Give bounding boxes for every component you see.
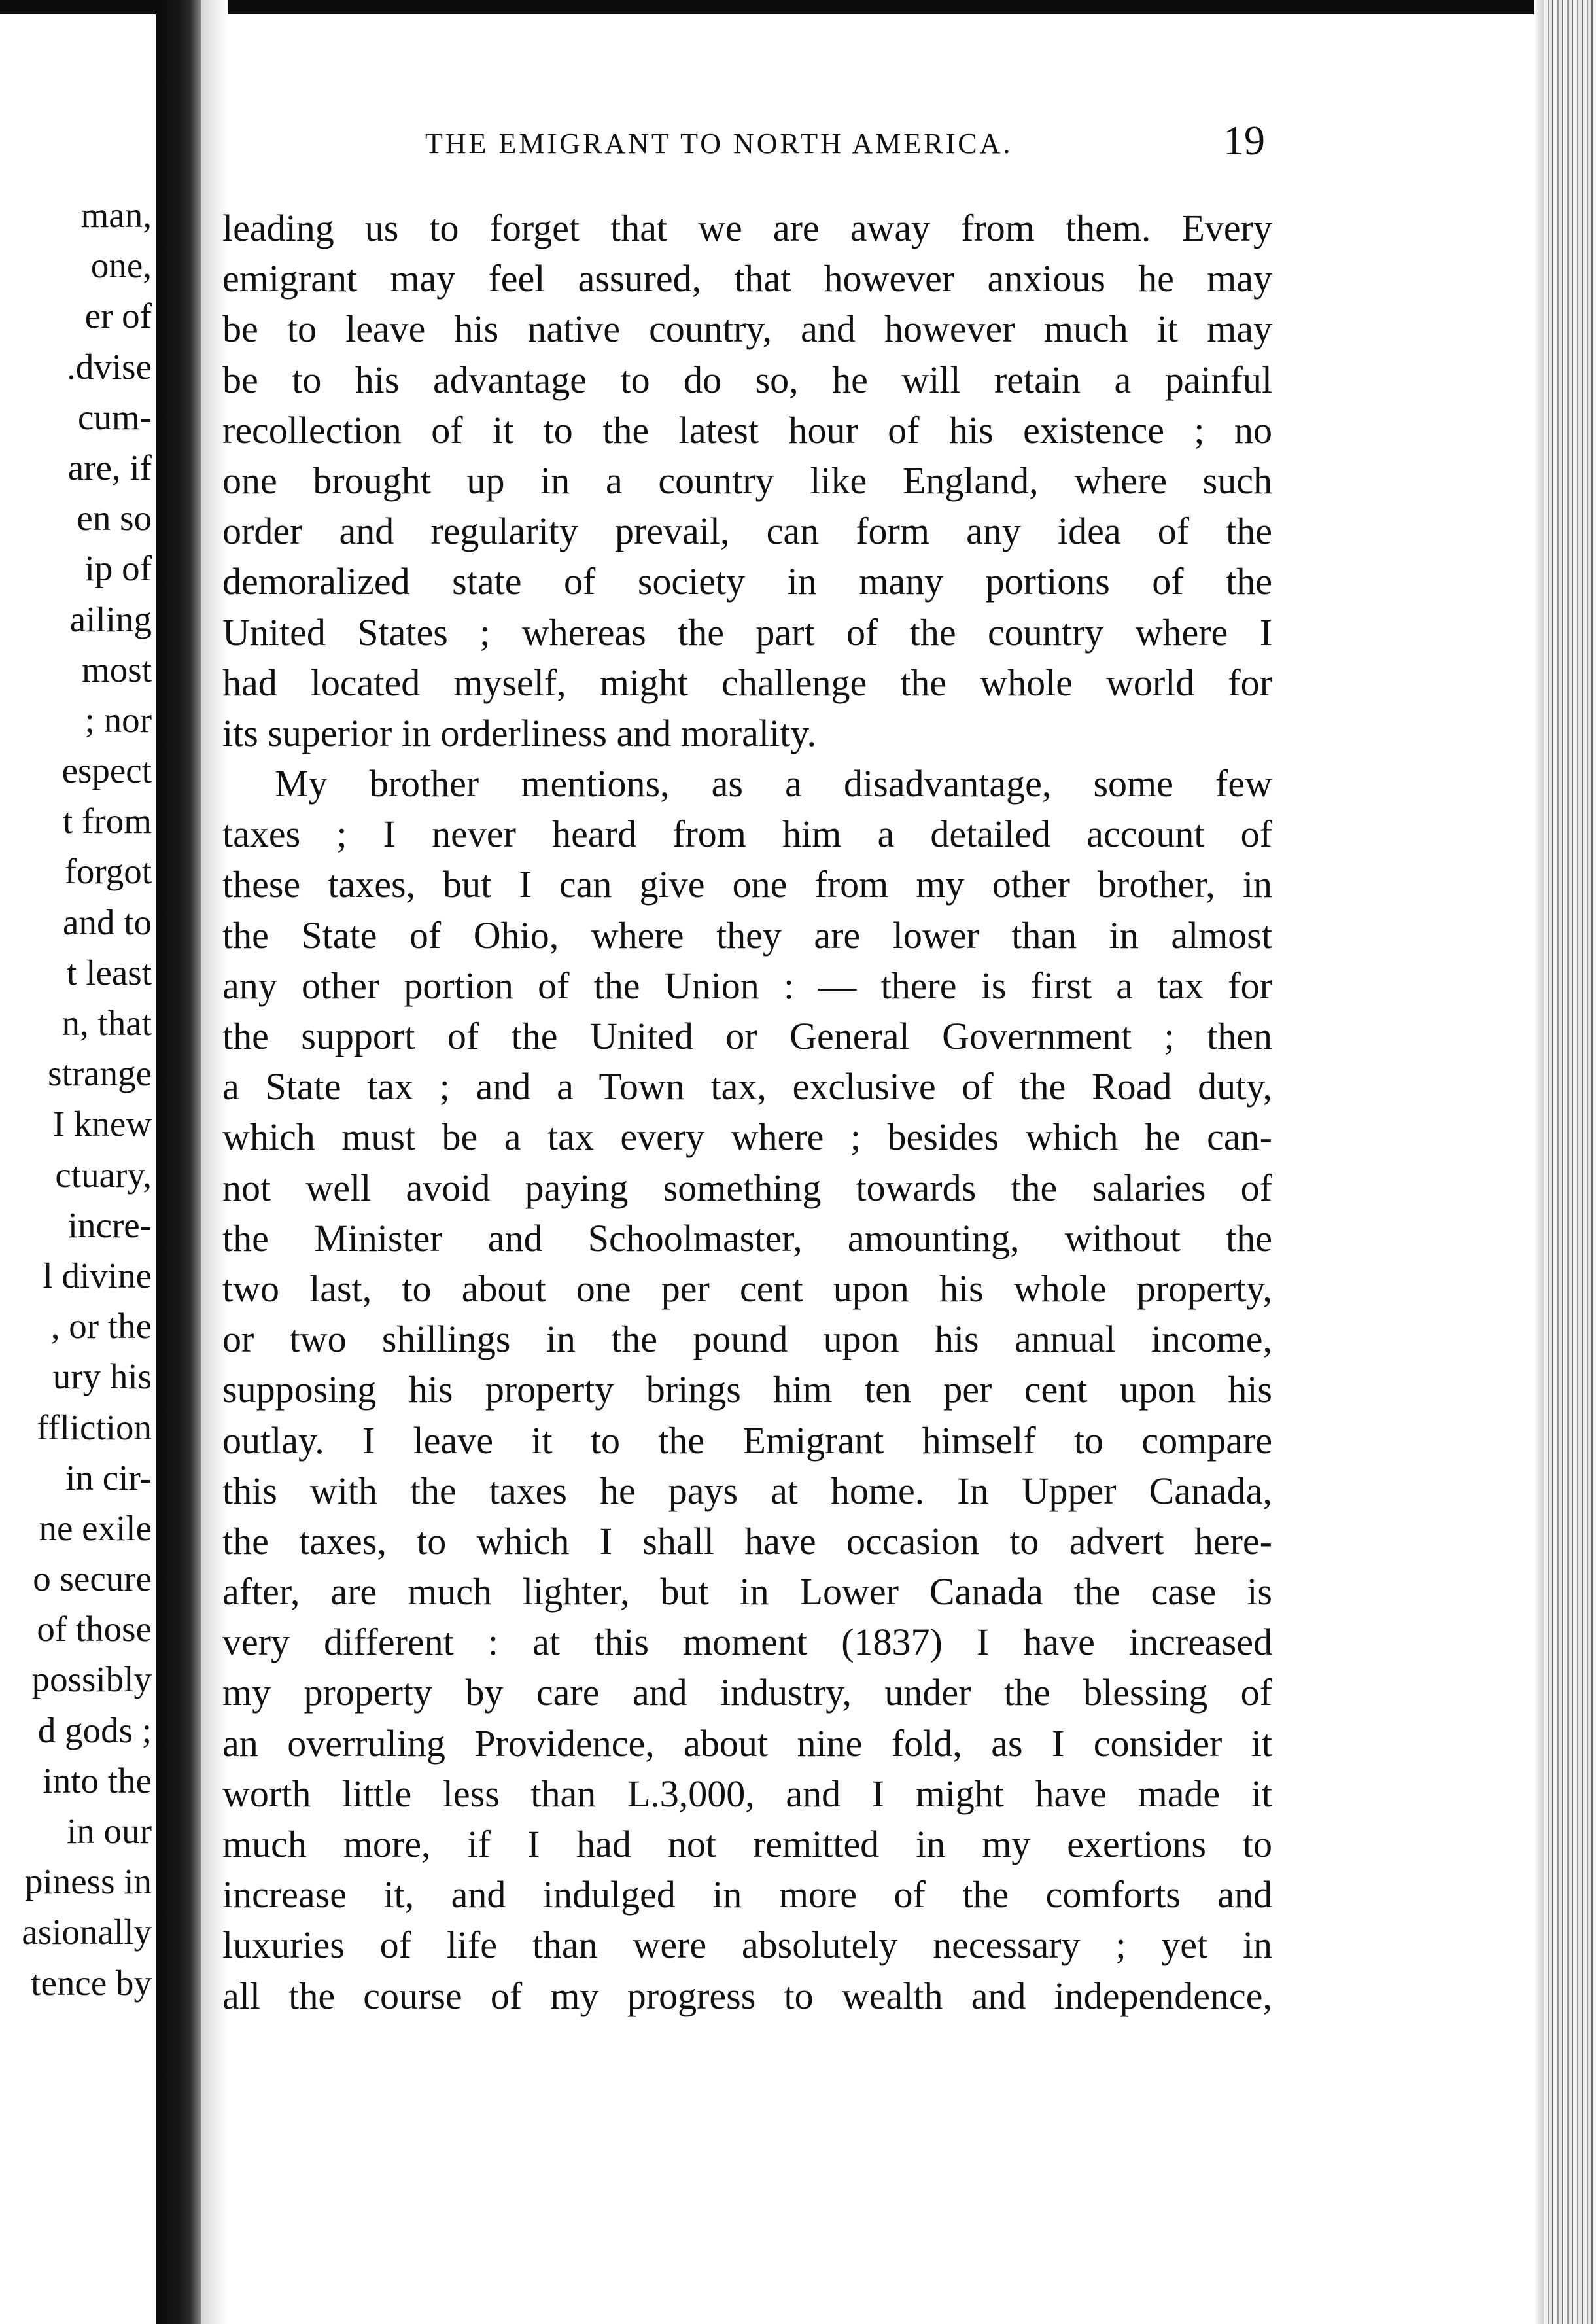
text-line: its superior in orderliness and morality. (222, 711, 816, 754)
left-page-line: ctuary, (55, 1154, 152, 1195)
text-line: supposing his property brings him ten per cent upon his (222, 1368, 1272, 1411)
text-line: had located myself, might challenge the whole world for (222, 661, 1272, 704)
left-page-line: strange (48, 1053, 152, 1094)
text-line: recollection of it to the latest hour of his existence ; no (222, 408, 1272, 451)
text-line: this with the taxes he pays at home. In Upper Canada, (222, 1469, 1272, 1512)
text-line: after, are much lighter, but in Lower Canada the case is (222, 1570, 1272, 1613)
text-line: an overruling Providence, about nine fold, as I consider it (222, 1721, 1272, 1765)
left-page-line: are, if (67, 447, 152, 487)
left-page-line: ffliction (36, 1407, 152, 1447)
left-page-line: n, that (61, 1003, 152, 1043)
left-page-line: ailing (69, 599, 152, 639)
left-page-line: ip of (84, 548, 152, 589)
left-page-line: espect (61, 750, 152, 791)
text-line: not well avoid paying something towards the salaries of (222, 1166, 1272, 1209)
page-edges (1544, 0, 1596, 2324)
page-number: 19 (1223, 117, 1265, 164)
left-page-line: er of (84, 296, 152, 336)
text-line: very different : at this moment (1837) I have increased (222, 1621, 1272, 1664)
left-page-line: ; nor (84, 699, 152, 740)
text-line: United States ; whereas the part of the country where I (222, 610, 1272, 654)
text-line: these taxes, but I can give one from my other brother, in (222, 863, 1272, 906)
left-page-line: I knew (52, 1104, 152, 1144)
left-page-line: asionally (22, 1912, 152, 1952)
left-page-line: forgot (64, 851, 152, 892)
left-page-line: d gods ; (37, 1710, 152, 1750)
text-line: the State of Ohio, where they are lower than in almost (222, 913, 1272, 957)
text-line: a State tax ; and a Town tax, exclusive of the Road duty, (222, 1065, 1272, 1108)
text-line: two last, to about one per cent upon his whole property, (222, 1267, 1272, 1310)
text-line: emigrant may feel assured, that however anxious he may (222, 257, 1272, 300)
top-border (0, 0, 1596, 14)
text-line: or two shillings in the pound upon his annual income, (222, 1318, 1272, 1361)
text-line: the Minister and Schoolmaster, amounting, without the (222, 1216, 1272, 1259)
left-page-line: ury his (52, 1356, 152, 1397)
left-page-line: t from (63, 801, 152, 841)
left-page-line: of those (37, 1609, 152, 1649)
left-page-line: and to (63, 902, 152, 942)
text-line: be to leave his native country, and however much it may (222, 308, 1272, 351)
left-page-line: en so (77, 498, 152, 538)
page-edge-shadow (1534, 0, 1544, 2324)
text-line: one brought up in a country like England, where such (222, 459, 1272, 502)
text-line: luxuries of life than were absolutely necessary ; yet in (222, 1924, 1272, 1967)
text-line: outlay. I leave it to the Emigrant himself to compare (222, 1418, 1272, 1462)
left-page-line: t least (67, 952, 152, 993)
text-line: my property by care and industry, under the blessing of (222, 1671, 1272, 1714)
left-page-line: l divine (43, 1255, 152, 1295)
left-page-line: tence by (31, 1962, 152, 2003)
text-line: My brother mentions, as a disadvantage, some few (275, 762, 1272, 805)
left-page-line: .dvise (67, 346, 152, 387)
text-line: the support of the United or General Government ; then (222, 1015, 1272, 1057)
text-line: leading us to forget that we are away from them. Every (222, 207, 1272, 249)
text-line: increase it, and indulged in more of the comforts and (222, 1873, 1272, 1916)
left-page-line: , or the (50, 1306, 152, 1347)
text-line: which must be a tax every where ; besides which he can- (222, 1116, 1272, 1159)
text-line: taxes ; I never heard from him a detailed account of (222, 813, 1272, 856)
text-line: much more, if I had not remitted in my exertions to (222, 1823, 1272, 1865)
binding-gutter (156, 0, 201, 2324)
left-page-line: ne exile (39, 1507, 152, 1548)
left-page-fragment (0, 190, 154, 2008)
left-page-line: in our (67, 1811, 152, 1851)
left-page-line: one, (90, 245, 152, 286)
text-line: all the course of my progress to wealth and independence, (222, 1974, 1272, 2017)
left-page-line: possibly (31, 1659, 152, 1700)
left-page-line: most (82, 649, 152, 690)
text-line: be to his advantage to do so, he will retain a painful (222, 358, 1272, 401)
body-text (222, 203, 1272, 2021)
left-page-line: man, (80, 195, 152, 235)
left-page-line: into the (43, 1760, 152, 1801)
left-page-line: incre- (67, 1205, 152, 1245)
left-page-line: in cir- (65, 1457, 152, 1498)
text-line: demoralized state of society in many portions of the (222, 560, 1272, 603)
text-line: any other portion of the Union : — there is first a tax for (222, 964, 1272, 1007)
text-line: order and regularity prevail, can form any idea of the (222, 510, 1272, 553)
left-page-line: o secure (33, 1558, 152, 1599)
left-page-line: cum- (77, 396, 152, 437)
text-line: worth little less than L.3,000, and I might have made it (222, 1772, 1272, 1815)
text-line: the taxes, to which I shall have occasion to advert here- (222, 1519, 1272, 1562)
left-page-line: piness in (24, 1861, 152, 1902)
running-head: THE EMIGRANT TO NORTH AMERICA. (425, 128, 1013, 160)
